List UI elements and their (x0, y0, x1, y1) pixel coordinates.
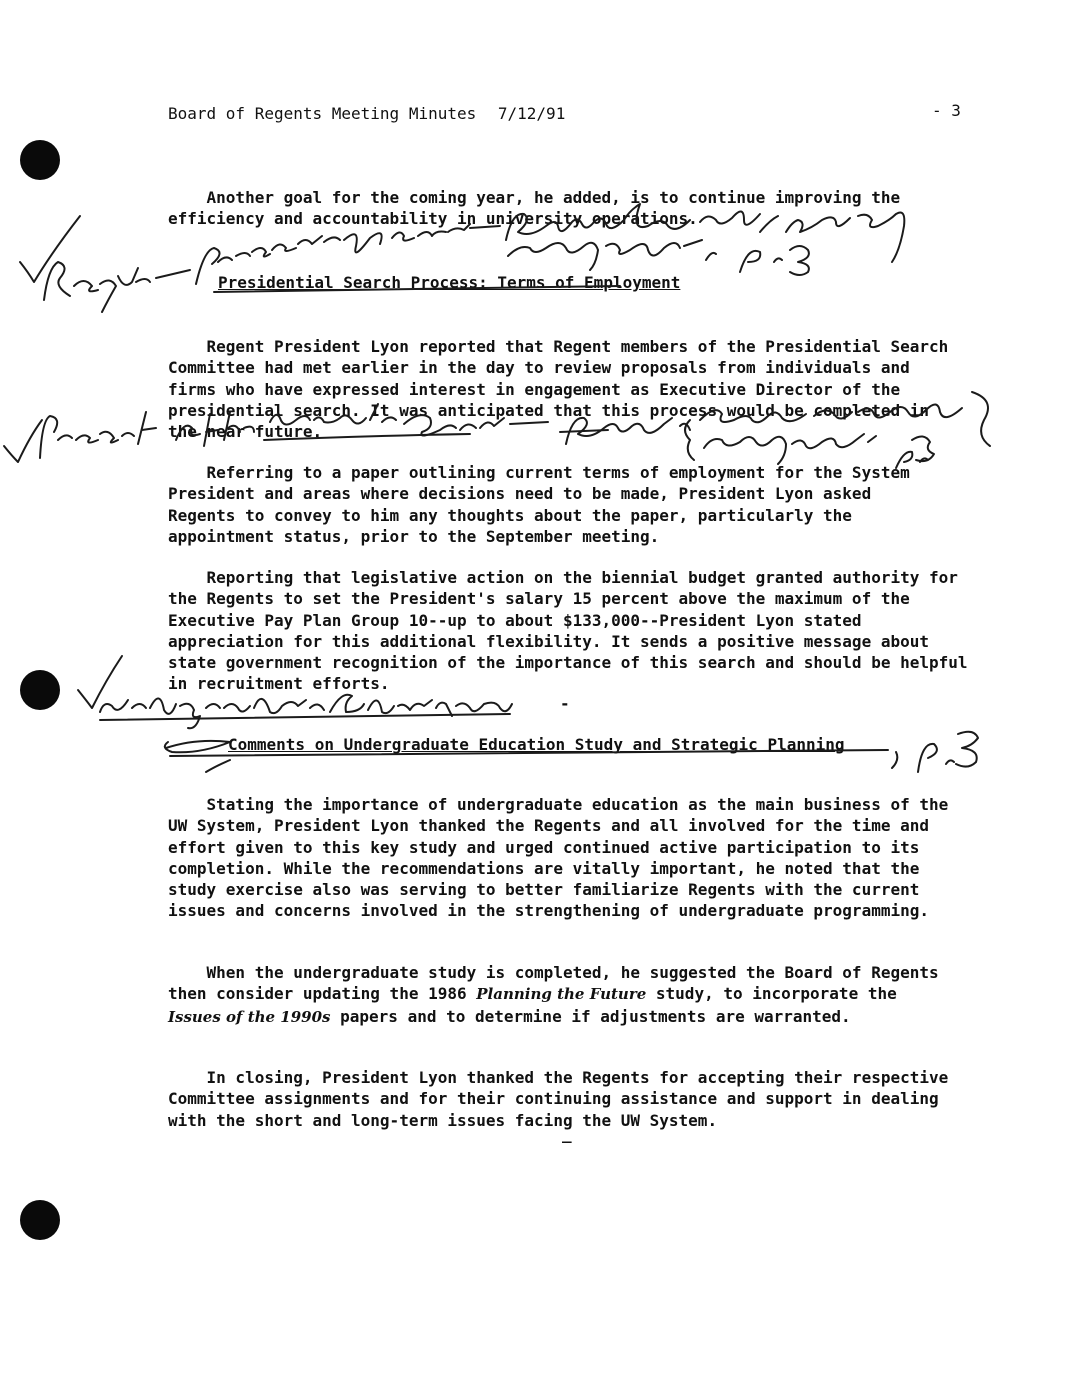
header-title: Board of Regents Meeting Minutes (168, 104, 477, 123)
title-issues-of-the-1990s: Issues of the 1990s (168, 1007, 331, 1026)
header-date: 7/12/91 (497, 104, 566, 123)
handwritten-note-undergraduate-education (78, 656, 978, 772)
section-heading-undergraduate-education: Comments on Undergraduate Education Study and Strategic Planning (228, 735, 845, 754)
paragraph-strategic-planning: When the undergraduate study is completed, he suggested the Board of Regents then consider updating the 1986 Planning the Future study, to incorporate the Issues of the 1990s papers and to determine if adjustments are warranted. (168, 963, 949, 1026)
typed-dash-mid: - (560, 694, 570, 713)
page-number: - 3 (932, 101, 961, 120)
typed-dash-bottom: _ (562, 1124, 572, 1143)
paragraph-salary-authority: Reporting that legislative action on the biennial budget granted authority for the Regents to set the President's salary 15 percent above the maximum of the Executive Pay Plan Group 10--up to about $133,000--President Lyon stated appreciation for this additional flexibility. It sends a positive message about state government recognition of the importance of this search and should be helpful in recruitment efforts. (168, 568, 978, 694)
paragraph-search-committee: Regent President Lyon reported that Regent members of the Presidential Search Committee had met earlier in the day to review proposals from individuals and firms who have expressed interest in engagement as Executive Director of the presidential search. It was anticipated that this process would be completed in the near future. (168, 337, 958, 442)
section-heading-presidential-search: Presidential Search Process: Terms of Employment (218, 273, 681, 292)
paragraph-undergraduate-study: Stating the importance of undergraduate education as the main business of the UW System, President Lyon thanked the Regents and all involved for the time and effort given to this key study and urged continued active participation to its completion. While the recommendations are vitally important, he noted that the study exercise also was serving to better familiarize Regents with the current issues and concerns involved in the strengthening of undergraduate programming. (168, 795, 958, 921)
handwritten-note-presidential-search (20, 204, 904, 312)
paragraph-closing: In closing, President Lyon thanked the Regents for accepting their respective Committee assignments and for their continuing assistance and support in dealing with the short and long-term issues facing the UW System. (168, 1068, 958, 1130)
handwritten-note-university-system (4, 392, 990, 468)
paragraph-terms-of-employment: Referring to a paper outlining current terms of employment for the System President and areas where decisions need to be made, President Lyon asked Regents to convey to him any thoughts about the paper, particularly the appointment status, prior to the September meeting. (168, 463, 920, 546)
title-planning-the-future: Planning the Future (476, 985, 647, 1004)
intro-paragraph: Another goal for the coming year, he added, is to continue improving the efficiency and accountability in university operations. (168, 188, 910, 229)
